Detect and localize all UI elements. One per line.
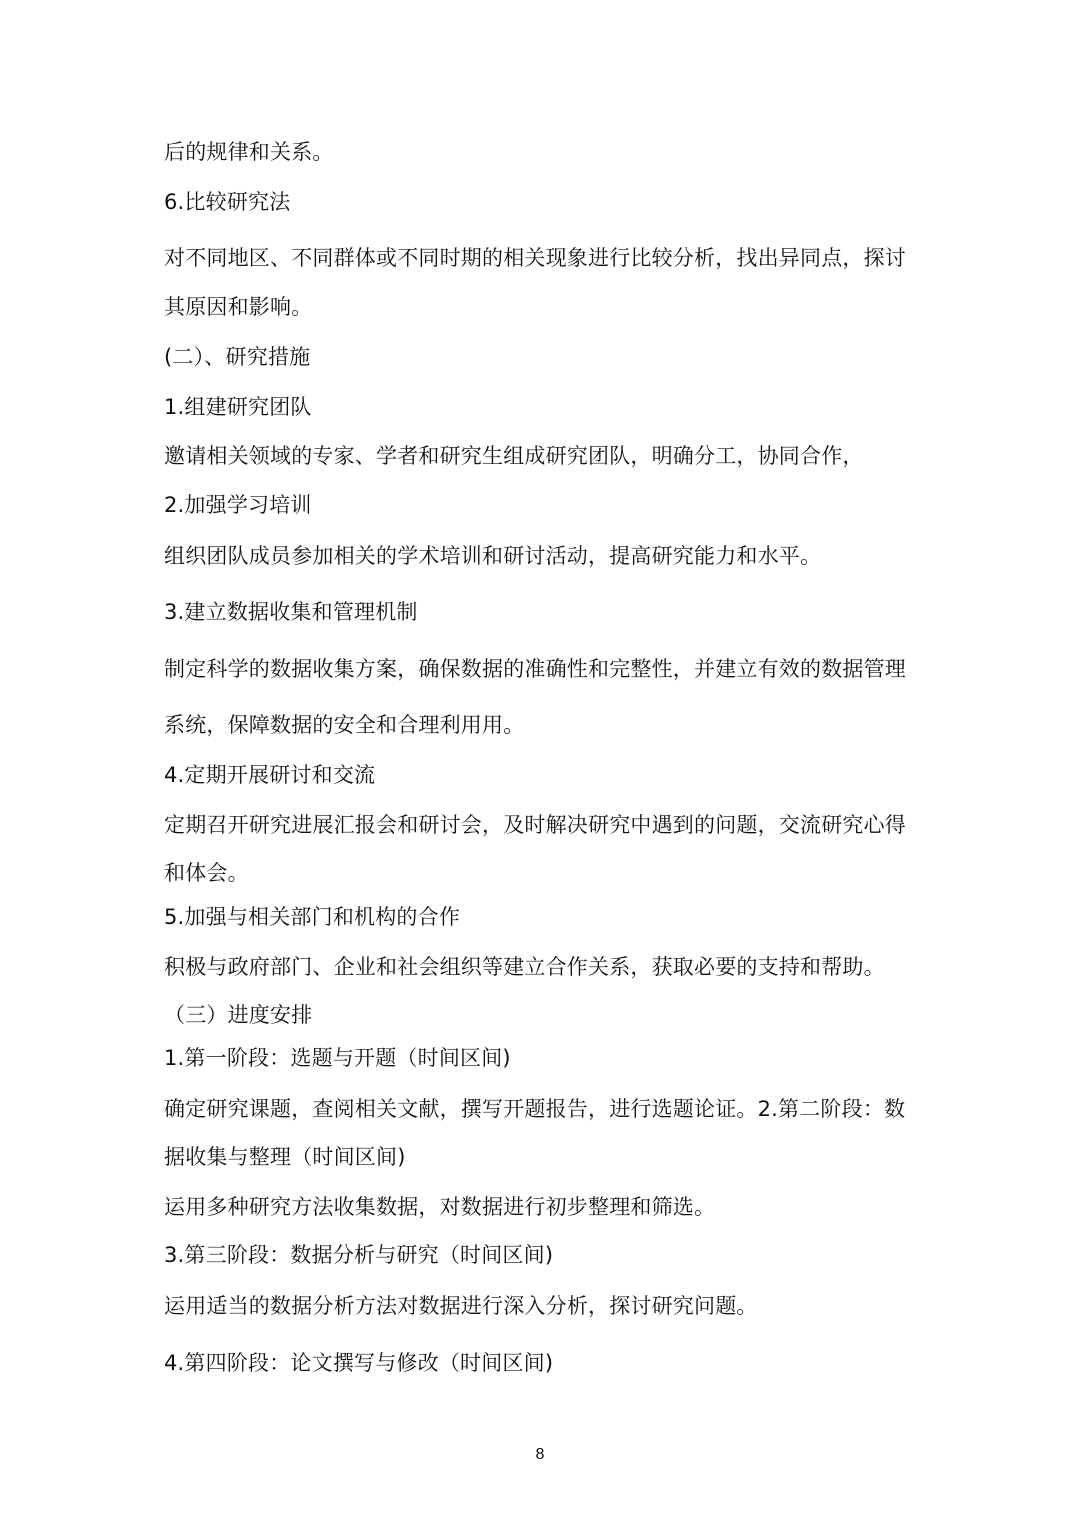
text-line: 其原因和影响。 bbox=[164, 295, 313, 319]
page-number: 8 bbox=[535, 1446, 545, 1463]
section-heading: 1.组建研究团队 bbox=[164, 395, 312, 419]
text-line: 运用适当的数据分析方法对数据进行深入分析，探讨研究问题。 bbox=[164, 1294, 758, 1318]
section-heading: 3.建立数据收集和管理机制 bbox=[164, 600, 418, 624]
section-heading: 3.第三阶段：数据分析与研究（时间区间) bbox=[164, 1243, 554, 1267]
section-heading: （三）进度安排 bbox=[164, 1003, 313, 1027]
section-heading: (二）、研究措施 bbox=[164, 345, 311, 369]
text-line: 运用多种研究方法收集数据，对数据进行初步整理和筛选。 bbox=[164, 1195, 716, 1219]
section-heading: 4.定期开展研讨和交流 bbox=[164, 763, 376, 787]
text-line: 确定研究课题，查阅相关文献，撰写开题报告，进行选题论证。2.第二阶段：数 bbox=[164, 1097, 906, 1121]
section-heading: 6.比较研究法 bbox=[164, 190, 291, 214]
text-line: 制定科学的数据收集方案，确保数据的准确性和完整性，并建立有效的数据管理 bbox=[164, 657, 906, 681]
text-line: 据收集与整理（时间区间) bbox=[164, 1145, 406, 1169]
text-line: 对不同地区、不同群体或不同时期的相关现象进行比较分析，找出异同点，探讨 bbox=[164, 246, 906, 270]
section-heading: 1.第一阶段：选题与开题（时间区间) bbox=[164, 1046, 511, 1070]
text-line: 邀请相关领域的专家、学者和研究生组成研究团队，明确分工，协同合作， bbox=[164, 444, 864, 468]
text-line: 组织团队成员参加相关的学术培训和研讨活动，提高研究能力和水平。 bbox=[164, 544, 822, 568]
text-line: 定期召开研究进展汇报会和研讨会，及时解决研究中遇到的问题，交流研究心得 bbox=[164, 813, 906, 837]
section-heading: 4.第四阶段：论文撰写与修改（时间区间) bbox=[164, 1351, 554, 1375]
text-line: 后的规律和关系。 bbox=[164, 140, 334, 164]
section-heading: 5.加强与相关部门和机构的合作 bbox=[164, 905, 461, 929]
text-line: 和体会。 bbox=[164, 861, 249, 885]
section-heading: 2.加强学习培训 bbox=[164, 493, 312, 517]
text-line: 积极与政府部门、企业和社会组织等建立合作关系，获取必要的支持和帮助。 bbox=[164, 955, 885, 979]
text-line: 系统，保障数据的安全和合理利用用。 bbox=[164, 713, 525, 737]
